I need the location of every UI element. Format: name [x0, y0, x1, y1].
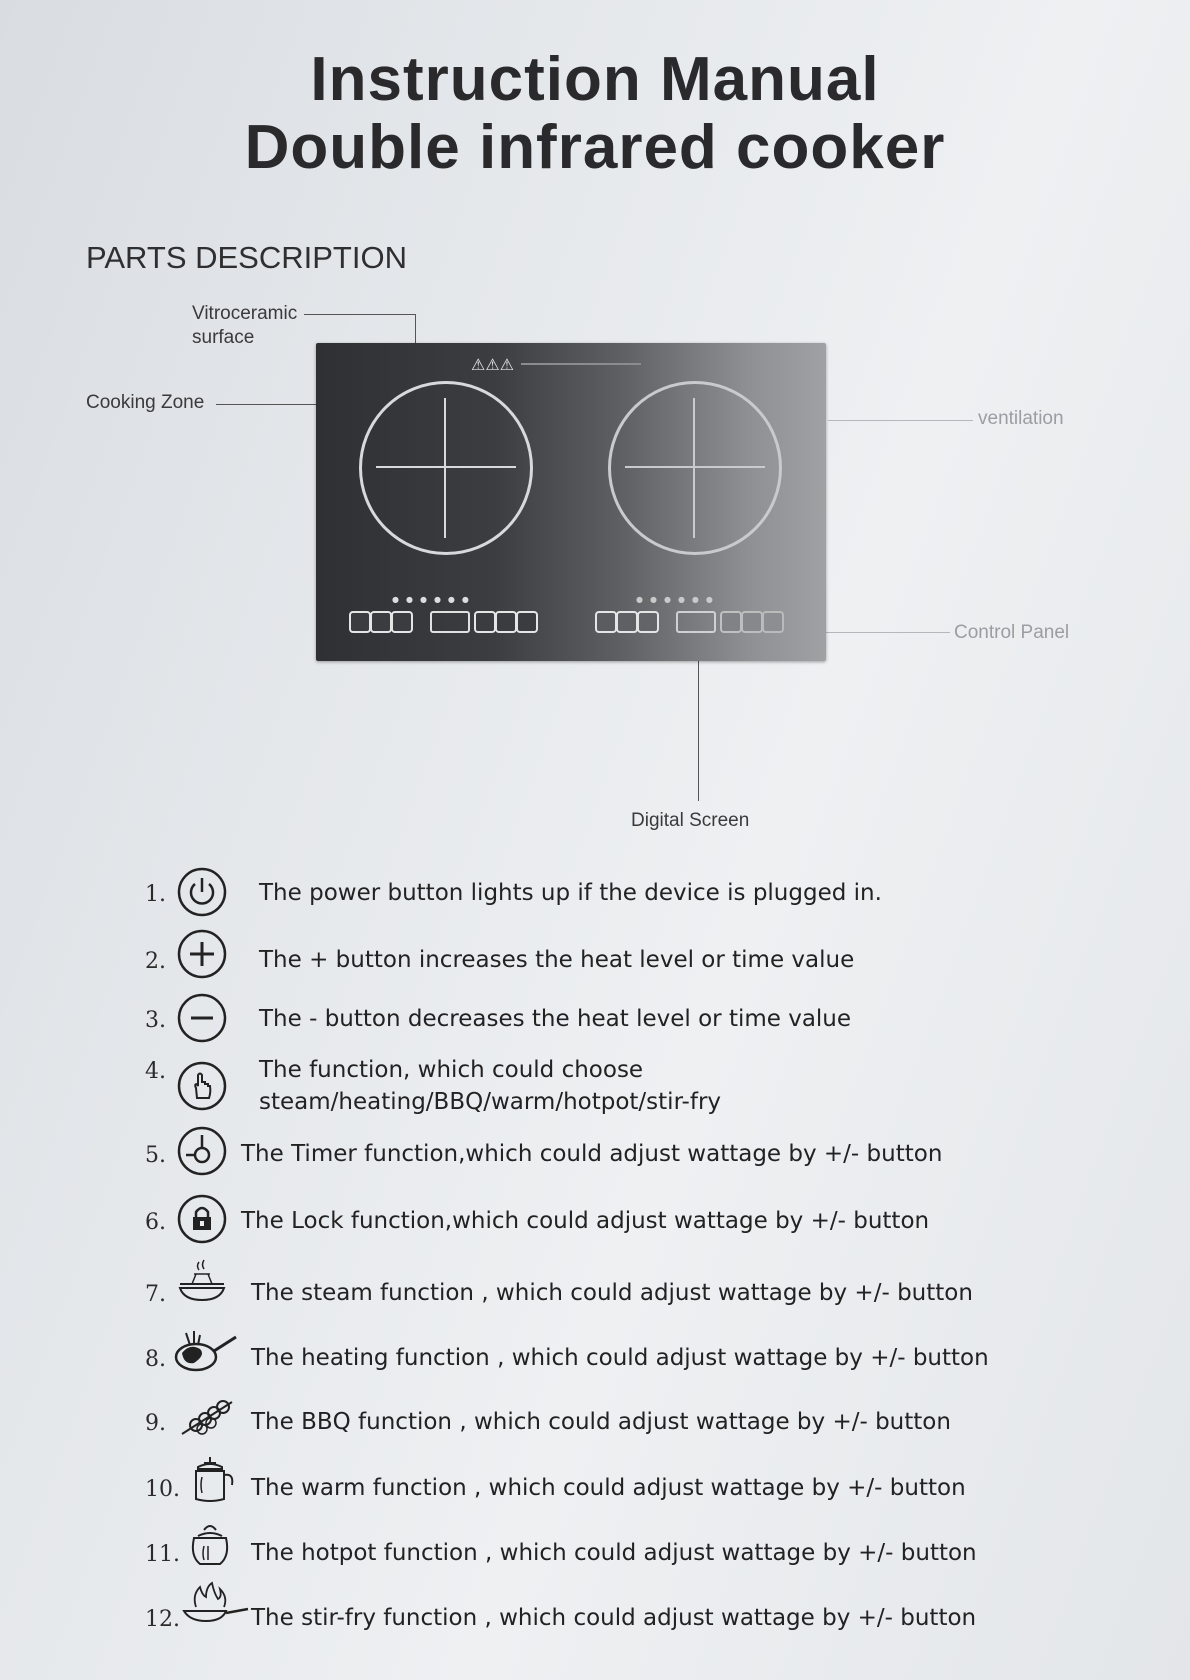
- digital-screen-left: [430, 611, 470, 633]
- item-description: The hotpot function , which could adjust wattage by +/- button: [251, 1540, 977, 1566]
- vitroceramic-label-1: Vitroceramic: [192, 303, 298, 324]
- item-description: The steam function , which could adjust wattage by +/- button: [251, 1280, 973, 1306]
- item-description: The - button decreases the heat level or time value: [259, 1006, 852, 1032]
- item-number: 8.: [145, 1347, 166, 1372]
- power-button-right: [762, 611, 784, 633]
- item-description: The Timer function,which could adjust wattage by +/- button: [241, 1141, 943, 1167]
- ventilation-leader: [828, 420, 973, 421]
- list-item: [0, 992, 1190, 1052]
- cooktop-illustration: [316, 343, 826, 661]
- list-item: [0, 1392, 1190, 1452]
- frying-pan-icon: [170, 1323, 240, 1383]
- item-description: The + button increases the heat level or time value: [259, 947, 855, 973]
- item-description: The BBQ function , which could adjust wattage by +/- button: [251, 1409, 951, 1435]
- plus-button-left: [474, 611, 496, 633]
- lock-icon: [176, 1193, 228, 1249]
- function-button-left: [495, 611, 517, 633]
- vitro-leader-h: [304, 314, 416, 315]
- cooking-zone-right: [608, 381, 782, 555]
- list-item: [0, 1583, 1190, 1643]
- item-number: 10.: [145, 1477, 180, 1502]
- skewer-icon: [178, 1392, 238, 1448]
- item-description: The heating function , which could adjust wattage by +/- button: [251, 1345, 989, 1371]
- list-item: [0, 1057, 1190, 1120]
- power-button-left: [516, 611, 538, 633]
- timer-icon: [176, 1125, 228, 1181]
- warning-icon: ⚠⚠⚠: [471, 355, 515, 374]
- control-panel-label: Control Panel: [954, 622, 1070, 643]
- control-leader: [826, 632, 950, 633]
- item-number: 6.: [145, 1210, 166, 1235]
- item-description: The Lock function,which could adjust wattage by +/- button: [241, 1208, 930, 1234]
- function-button-right: [741, 611, 763, 633]
- steam-icon: [172, 1258, 232, 1318]
- item-number: 7.: [145, 1282, 166, 1307]
- item-number: 4.: [145, 1059, 166, 1084]
- hotpot-icon: [184, 1516, 240, 1576]
- digital-screen-right: [676, 611, 716, 633]
- lock-button-right: [595, 611, 617, 633]
- ventilation-label: ventilation: [978, 408, 1064, 429]
- timer-button-left: [370, 611, 392, 633]
- item-number: 2.: [145, 949, 166, 974]
- item-number: 12.: [145, 1607, 180, 1632]
- list-item: [0, 1193, 1190, 1253]
- item-description: The stir-fry function , which could adjust wattage by +/- button: [251, 1605, 977, 1631]
- plus-button-right: [720, 611, 742, 633]
- stir-fry-icon: [180, 1577, 250, 1637]
- list-item: [0, 1455, 1190, 1515]
- list-item: [0, 866, 1190, 926]
- list-item: [0, 1520, 1190, 1580]
- digital-screen-label: Digital Screen: [631, 810, 750, 831]
- product-title: Double infrared cooker: [244, 113, 946, 182]
- cooking-zone-left: [359, 381, 533, 555]
- screen-leader: [698, 661, 699, 801]
- hand-icon: [176, 1060, 228, 1116]
- lock-button-left: [349, 611, 371, 633]
- cooking-zone-label: Cooking Zone: [86, 392, 205, 413]
- list-item: [0, 1325, 1190, 1385]
- manual-title: Instruction Manual: [310, 45, 880, 114]
- item-number: 11.: [145, 1542, 180, 1567]
- kettle-icon: [184, 1451, 240, 1511]
- item-number: 9.: [145, 1411, 166, 1436]
- power-icon: [176, 866, 228, 922]
- vitro-leader-v: [415, 314, 416, 344]
- function-icons-right: ●●●●●●: [636, 595, 720, 604]
- parts-heading: PARTS DESCRIPTION: [86, 240, 407, 275]
- item-number: 5.: [145, 1143, 166, 1168]
- plus-icon: [176, 928, 228, 984]
- minus-icon: [176, 992, 228, 1048]
- minus-button-right: [637, 611, 659, 633]
- timer-button-right: [616, 611, 638, 633]
- function-icons-left: ●●●●●●: [392, 595, 476, 604]
- item-number: 1.: [145, 882, 166, 907]
- item-description-line2: steam/heating/BBQ/warm/hotpot/stir-fry: [259, 1089, 722, 1115]
- item-description: The power button lights up if the device is plugged in.: [259, 880, 882, 906]
- item-description: The warm function , which could adjust wattage by +/- button: [251, 1475, 966, 1501]
- list-item: [0, 928, 1190, 988]
- item-number: 3.: [145, 1008, 166, 1033]
- item-description: The function, which could choose: [259, 1057, 644, 1083]
- vitroceramic-label-2: surface: [192, 327, 255, 348]
- list-item: [0, 1260, 1190, 1320]
- minus-button-left: [391, 611, 413, 633]
- list-item: [0, 1125, 1190, 1185]
- warning-text-strip: [521, 363, 641, 365]
